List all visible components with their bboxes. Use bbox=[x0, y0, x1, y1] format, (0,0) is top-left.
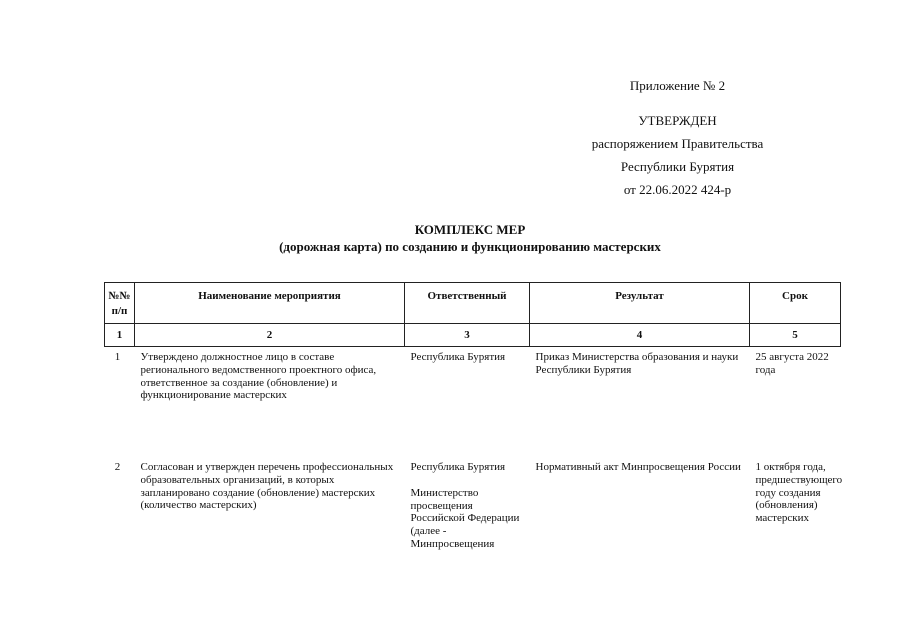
title-line-2: (дорожная карта) по созданию и функционированию мастерских bbox=[279, 239, 661, 254]
column-number: 1 bbox=[105, 324, 135, 347]
responsible-line: Министерство просвещения Российской Федерации (далее - Минпросвещения bbox=[410, 486, 520, 550]
row-result: Нормативный акт Минпросвещения России bbox=[535, 461, 741, 473]
approved-date: от 22.06.2022 424-р bbox=[623, 182, 732, 197]
row-deadline: 1 октября года, предшествующего году создания (обновления) мастерских bbox=[755, 461, 843, 525]
header-number: №№ п/п bbox=[105, 283, 135, 324]
header-result: Результат bbox=[530, 283, 750, 324]
approved-label: УТВЕРЖДЕН bbox=[638, 113, 717, 128]
approved-region: Республики Бурятия bbox=[620, 159, 735, 174]
table-row bbox=[105, 347, 841, 458]
title-line-1: КОМПЛЕКС МЕР bbox=[414, 222, 526, 237]
approved-by: распоряжением Правительства bbox=[591, 136, 764, 151]
header-name: Наименование мероприятия bbox=[135, 283, 405, 324]
row-responsible bbox=[405, 457, 530, 581]
column-number: 5 bbox=[750, 324, 841, 347]
annex-label: Приложение № 2 bbox=[629, 78, 726, 93]
row-result: Приказ Министерства образования и науки Республики Бурятия bbox=[535, 351, 739, 376]
row-responsible bbox=[405, 347, 530, 458]
row-deadline: 25 августа 2022 года bbox=[755, 351, 829, 376]
table-row bbox=[105, 457, 841, 581]
responsible-line: Республика Бурятия bbox=[410, 461, 506, 473]
document-title bbox=[150, 221, 790, 255]
spacer bbox=[411, 474, 526, 487]
roadmap-table bbox=[104, 282, 841, 581]
column-number: 4 bbox=[530, 324, 750, 347]
column-numbers-row bbox=[105, 324, 841, 347]
row-name: Согласован и утвержден перечень профессиональных образовательных организаций, в которых запланировано создание (обновление) мастерских (количество мастерских) bbox=[140, 461, 394, 512]
row-number: 2 bbox=[114, 461, 121, 473]
column-number: 3 bbox=[405, 324, 530, 347]
row-number: 1 bbox=[114, 351, 121, 363]
column-number: 2 bbox=[135, 324, 405, 347]
responsible-line: Республика Бурятия bbox=[410, 351, 506, 363]
table-header-row bbox=[105, 283, 841, 324]
row-name: Утверждено должностное лицо в составе регионального ведомственного проектного офиса, ответственное за создание (обновление) и функционирование мастерских bbox=[140, 351, 377, 402]
approval-block bbox=[560, 74, 795, 201]
header-deadline: Срок bbox=[750, 283, 841, 324]
header-responsible: Ответственный bbox=[405, 283, 530, 324]
